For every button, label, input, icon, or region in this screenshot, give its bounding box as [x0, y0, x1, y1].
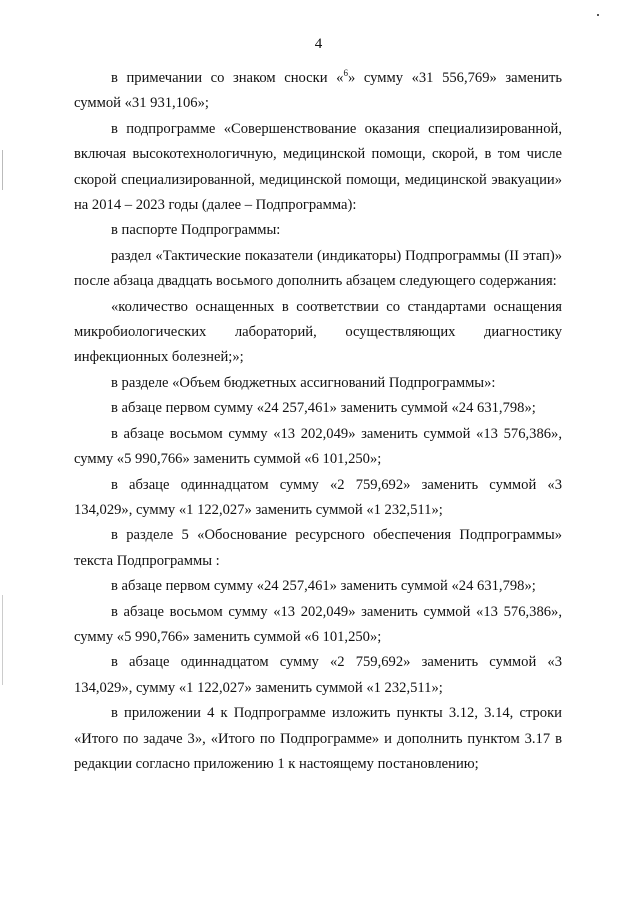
paragraph-text: в примечании со знаком сноски «: [111, 70, 344, 86]
paragraph-budget-first: в абзаце первом сумму «24 257,461» заменить суммой «24 631,798»;: [111, 400, 536, 417]
paragraph-footnote-amendment: [74, 66, 562, 117]
paragraph-quote-labs: «количество оснащенных в соответствии со стандартами оснащения микробиологических лабораторий, осуществляющих диагностику инфекционных болезней;»;: [74, 298, 562, 366]
paragraph-passport: в паспорте Подпрограммы:: [111, 222, 281, 239]
paragraph-section5-eleventh: в абзаце одиннадцатом сумму «2 759,692» заменить суммой «3 134,029», сумму «1 122,027» заменить суммой «1 232,511»;: [74, 654, 562, 696]
paragraph-budget-eighth: в абзаце восьмом сумму «13 202,049» заменить суммой «13 576,386», сумму «5 990,766» заменить суммой «6 101,250»;: [74, 425, 562, 468]
scan-edge-mark: [2, 595, 3, 685]
paragraph-budget-eleventh: в абзаце одиннадцатом сумму «2 759,692» заменить суммой «3 134,029», сумму «1 122,027» заменить суммой «1 232,511»;: [74, 476, 562, 518]
paragraph-appendix-4: в приложении 4 к Подпрограмме изложить пункты 3.12, 3.14, строки «Итого по задаче 3», «Итого по Подпрограмме» и дополнить пунктом 3.17 в редакции согласно приложению 1 к настоящему постановлению;: [74, 705, 562, 772]
paragraph-section-5: в разделе 5 «Обоснование ресурсного обеспечения Подпрограммы» текста Подпрограммы :: [74, 527, 562, 569]
paragraph-budget-section: в разделе «Объем бюджетных ассигнований Подпрограммы»:: [111, 374, 496, 391]
paragraph-subprogram-title: в подпрограмме «Совершенствование оказания специализированной, включая высокотехнологичную, медицинской помощи, скорой, в том числе скорой специализированной, медицинской помощи, медицинской эвакуации» на 2014 – 2023 годы (далее – Подпрограмма):: [74, 120, 562, 214]
scan-edge-mark: [2, 150, 3, 190]
page-number: 4: [314, 36, 323, 52]
paragraph-section5-eighth: в абзаце восьмом сумму «13 202,049» заменить суммой «13 576,386», сумму «5 990,766» заменить суммой «6 101,250»;: [74, 603, 562, 645]
scan-speck: [597, 14, 599, 16]
paragraph-text: » сумму «31 556,769» заменить суммой «31 931,106»;: [74, 70, 562, 112]
document-body: [74, 66, 562, 777]
paragraph-section5-first: в абзаце первом сумму «24 257,461» заменить суммой «24 631,798»;: [111, 578, 536, 595]
footnote-marker: 6: [343, 68, 348, 79]
paragraph-tactical-indicators: раздел «Тактические показатели (индикаторы) Подпрограммы (II этап)» после абзаца двадцать восьмого дополнить абзацем следующего содержания:: [74, 247, 562, 290]
